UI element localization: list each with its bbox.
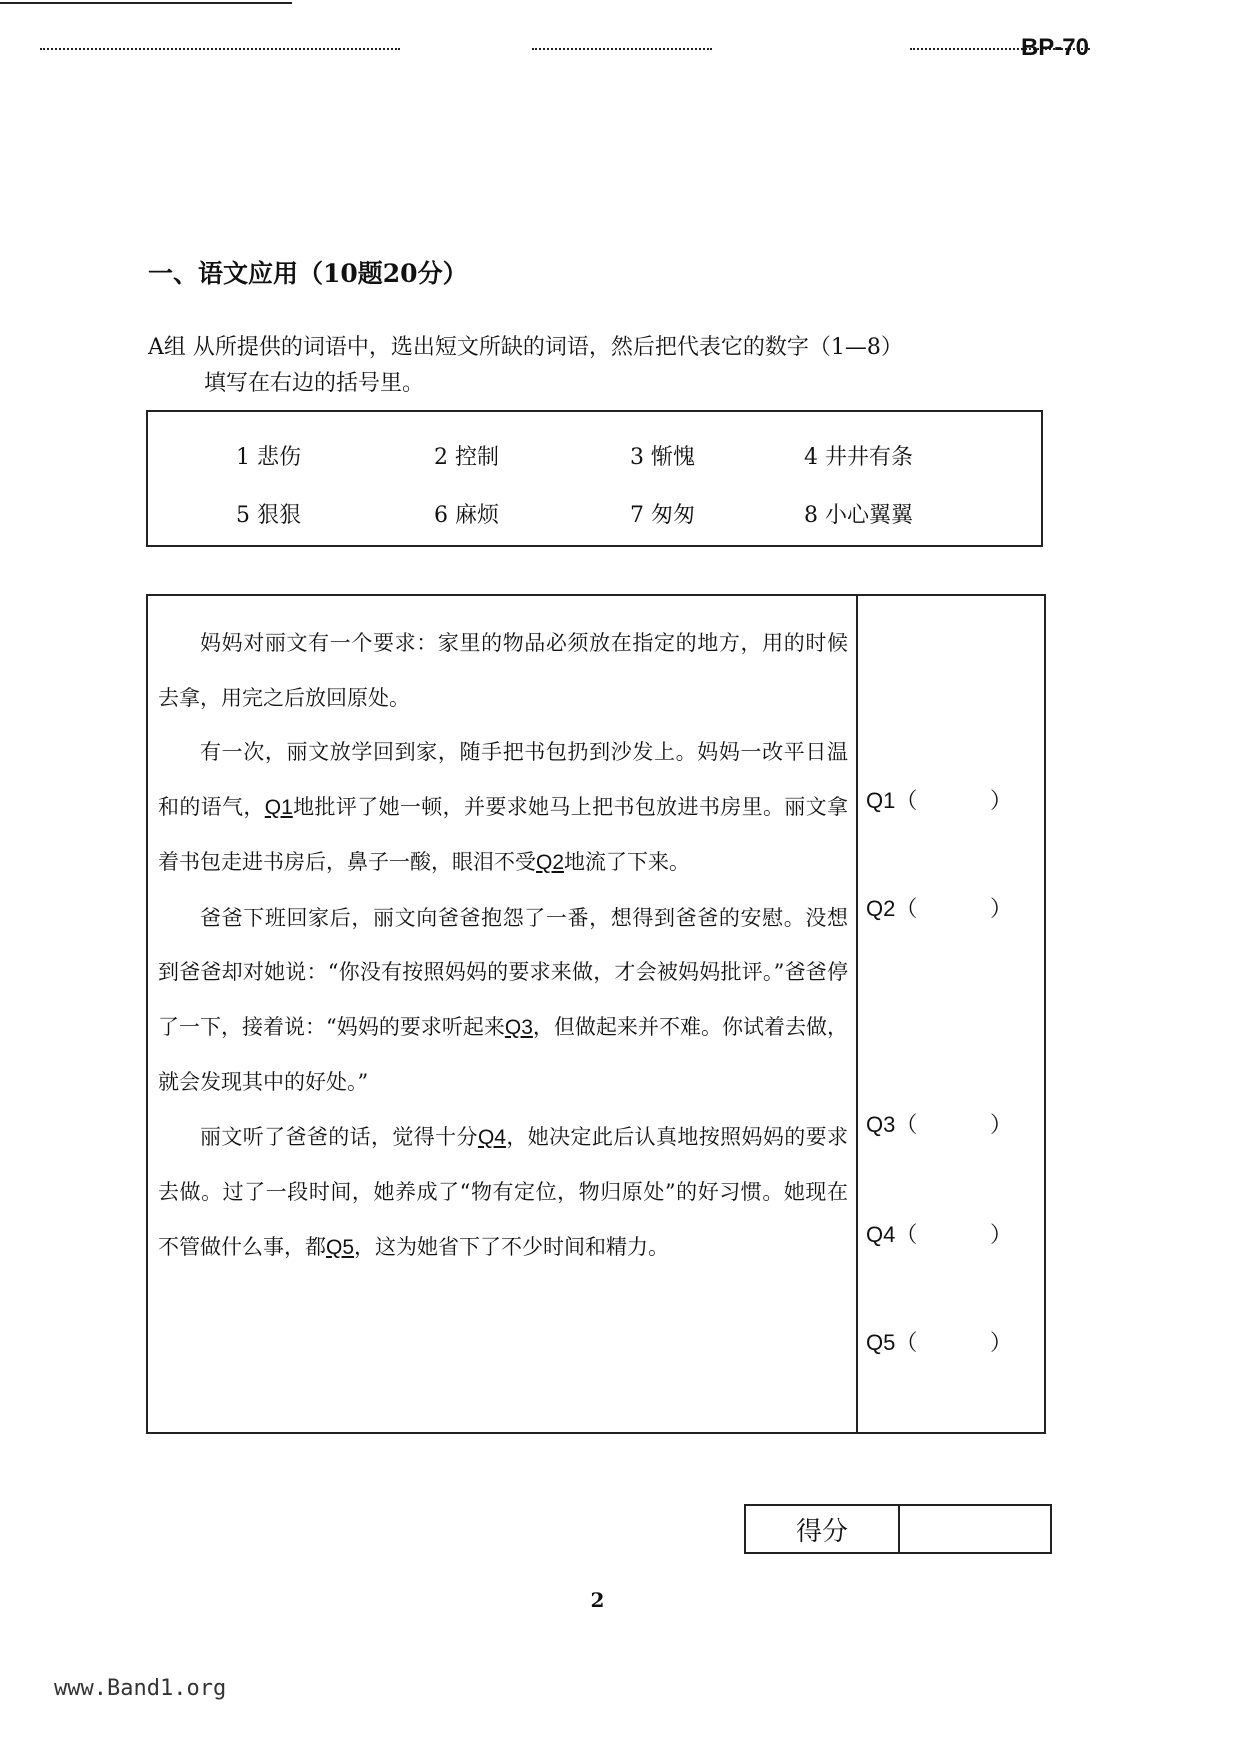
- blank-q2: Q2: [536, 851, 565, 874]
- blank-q1: Q1: [264, 795, 293, 819]
- answer-slot-q1[interactable]: Q1（ ）: [866, 788, 1012, 813]
- word-option: 2 控制: [434, 445, 499, 470]
- score-field[interactable]: [900, 1506, 1050, 1552]
- blank-q3: Q3: [504, 1015, 533, 1039]
- word-option: 8 小心翼翼: [804, 503, 913, 528]
- answer-slot-q3[interactable]: Q3（ ）: [866, 1112, 1012, 1137]
- word-option: 7 匆匆: [630, 503, 695, 528]
- document-code: BP-70: [1020, 34, 1089, 61]
- paragraph-3: 爸爸下班回家后，丽文向爸爸抱怨了一番，想得到爸爸的安慰。没想到爸爸却对她说：“你没有按照妈妈的要求来做，才会被妈妈批评。”爸爸停了一下，接着说：“妈妈的要求听起来Q3，但做起来并不难。你试着去做，就会发现其中的好处。”: [158, 905, 849, 1094]
- score-box: [744, 1504, 1052, 1554]
- word-option: 1 悲伤: [236, 445, 301, 470]
- blank-q4: Q4: [477, 1125, 506, 1149]
- passage-box: [146, 594, 1046, 1434]
- instruction: [148, 330, 1048, 402]
- word-option: 6 麻烦: [434, 503, 499, 528]
- answer-slot-q5[interactable]: Q5（ ）: [866, 1330, 1012, 1355]
- word-option: 4 井井有条: [804, 445, 913, 470]
- paragraph-2: 有一次，丽文放学回到家，随手把书包扔到沙发上。妈妈一改平日温和的语气，Q1地批评了她一顿，并要求她马上把书包放进书房里。丽文拿着书包走进书房后，鼻子一酸，眼泪不受Q2地流了下来。: [158, 740, 849, 874]
- blank-q5: Q5: [326, 1235, 355, 1259]
- section-title: 一、语文应用（10题20分）: [148, 259, 468, 288]
- word-option: 3 惭愧: [630, 445, 695, 470]
- paragraph-1: 妈妈对丽文有一个要求：家里的物品必须放在指定的地方，用的时候去拿，用完之后放回原处。: [158, 631, 848, 710]
- word-bank: [146, 410, 1043, 547]
- answer-column-divider: [856, 596, 858, 1432]
- word-option: 5 狠狠: [236, 503, 301, 528]
- instruction-line-2: 填写在右边的括号里。: [204, 371, 425, 396]
- header-rule-left: [40, 48, 400, 50]
- answer-slot-q2[interactable]: Q2（ ）: [866, 896, 1012, 921]
- top-corner-rule: [0, 2, 292, 4]
- site-watermark: www.Band1.org: [54, 1676, 227, 1701]
- instruction-line-1: A组 从所提供的词语中，选出短文所缺的词语，然后把代表它的数字（1—8）: [148, 335, 903, 360]
- page-number: 2: [590, 1588, 605, 1612]
- score-label: 得分: [746, 1506, 900, 1552]
- paragraph-4: 丽文听了爸爸的话，觉得十分Q4，她决定此后认真地按照妈妈的要求去做。过了一段时间，她养成了“物有定位，物归原处”的好习惯。她现在不管做什么事，都Q5，这为她省下了不少时间和精力。: [158, 1124, 849, 1259]
- answer-slot-q4[interactable]: Q4（ ）: [866, 1222, 1012, 1247]
- header-rule-middle: [532, 48, 712, 50]
- passage-text: [158, 616, 848, 1275]
